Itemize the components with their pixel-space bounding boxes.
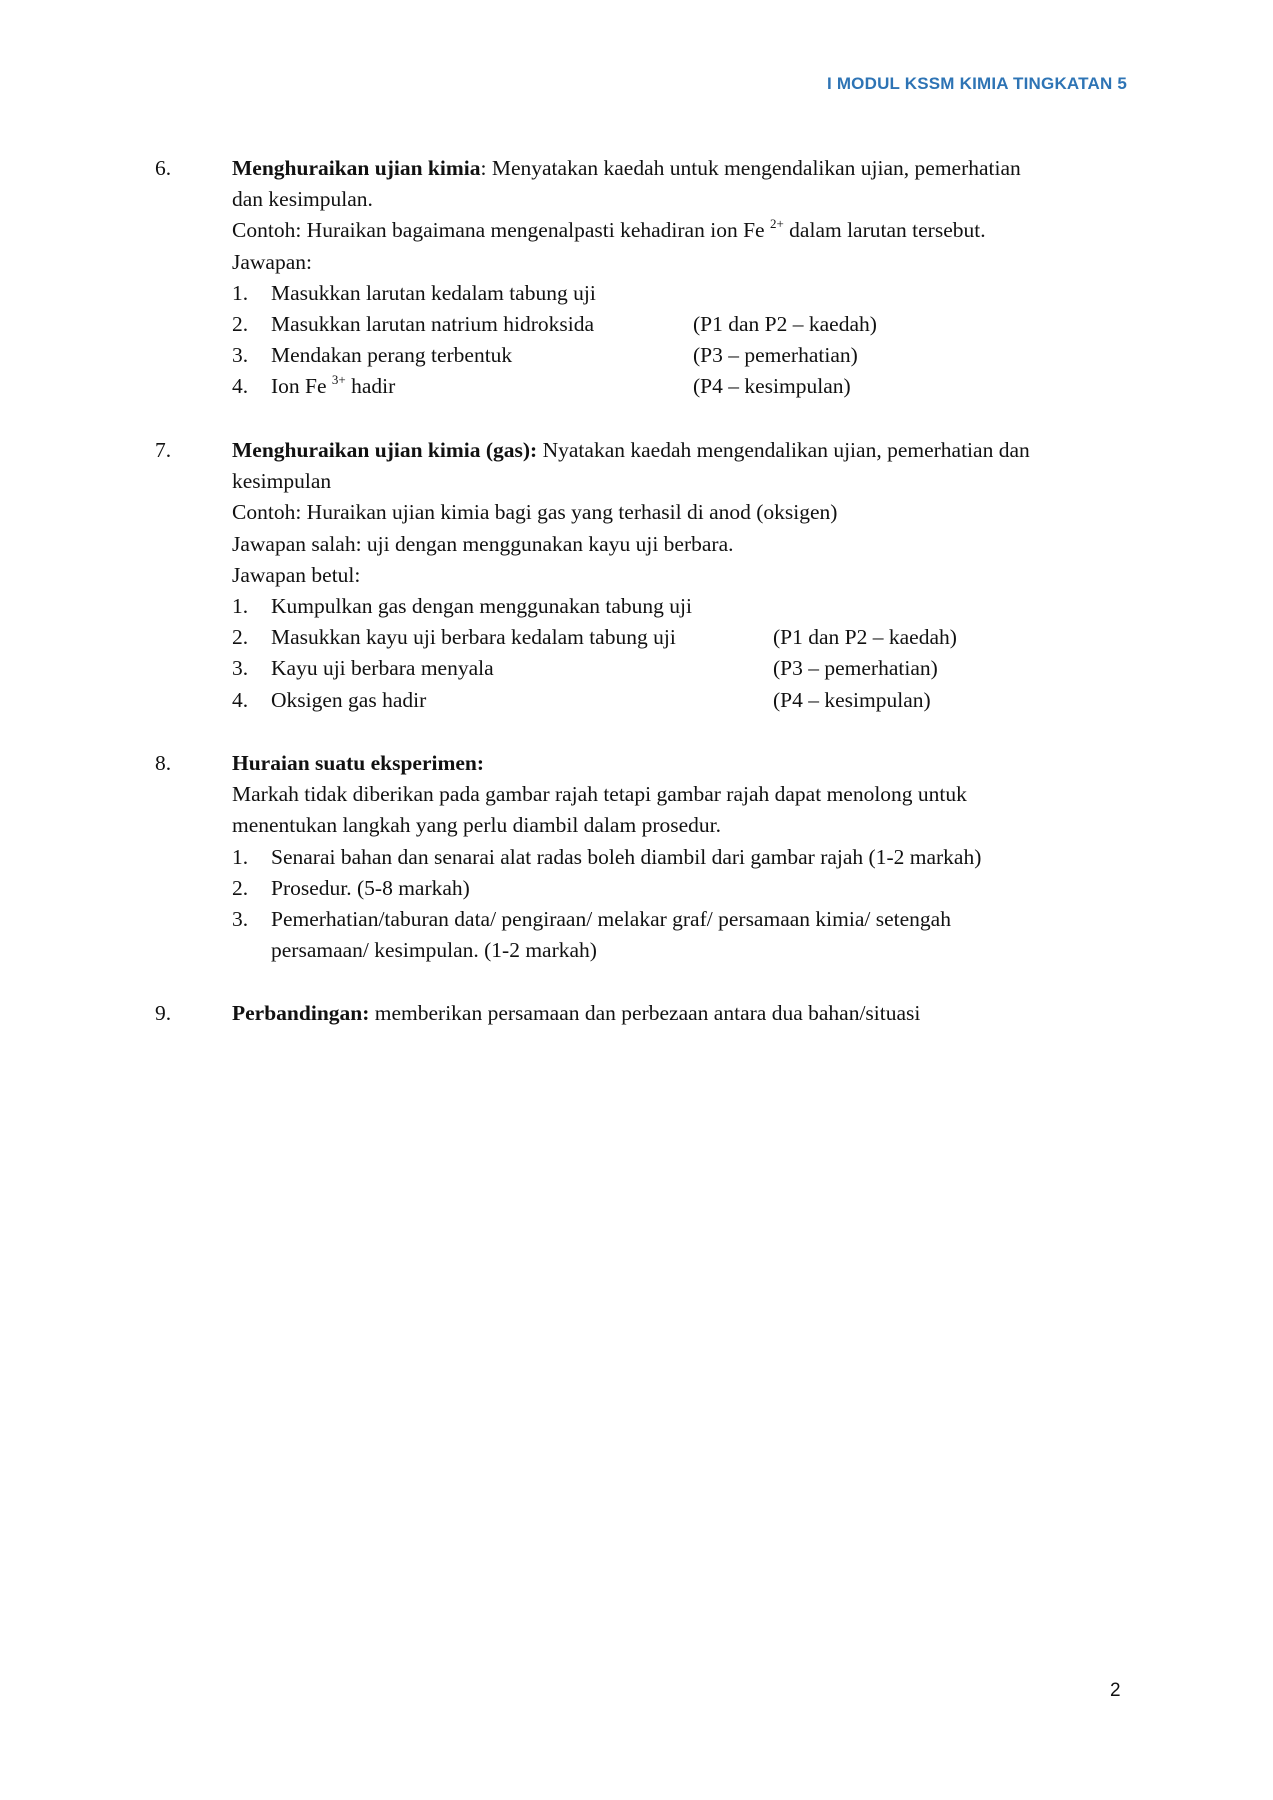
example-text-end: dalam larutan tersebut. [783, 218, 986, 243]
list-item-number: 2. [232, 311, 249, 336]
list-item-text: Prosedur. (5-8 markah) [271, 875, 470, 900]
section-number: 6. [155, 156, 172, 180]
example-text: Contoh: Huraikan bagaimana mengenalpasti kehadiran ion Fe [232, 218, 770, 243]
ion-charge: 2+ [769, 216, 784, 232]
list-item-text: Masukkan larutan kedalam tabung uji [271, 280, 596, 305]
list-item [232, 842, 1132, 873]
section-heading: Perbandingan: [232, 1001, 370, 1025]
list-item [232, 591, 1132, 622]
list-item [232, 685, 1132, 716]
section-body [232, 998, 1132, 1029]
page-header-title: I MODUL KSSM KIMIA TINGKATAN 5 [826, 74, 1127, 93]
list-item-remark: (P4 – kesimpulan) [693, 374, 851, 399]
list-item-continuation [232, 935, 1132, 966]
section-number: 8. [155, 751, 172, 775]
section-heading-line [232, 998, 1132, 1029]
section-number: 7. [155, 438, 172, 462]
list-item-text-continuation: persamaan/ kesimpulan. (1-2 markah) [271, 938, 597, 963]
list-item-number: 4. [232, 687, 249, 712]
section-heading-line [232, 435, 1132, 466]
list-item [232, 278, 1132, 309]
section-heading-text: memberikan persamaan dan perbezaan antara dua bahan/situasi [369, 1001, 921, 1025]
section-body [232, 748, 1132, 966]
list-item [232, 371, 1132, 402]
answer-label: Jawapan: [232, 249, 312, 274]
list-item-remark: (P3 – pemerhatian) [773, 656, 938, 681]
section-heading: Menghuraikan ujian kimia [232, 156, 481, 180]
example-line: Contoh: Huraikan ujian kimia bagi gas yang terhasil di anod (oksigen) [232, 500, 838, 525]
section-heading-continuation: kesimpulan [232, 469, 332, 494]
list-item [232, 622, 1132, 653]
list-item-remark: (P4 – kesimpulan) [773, 687, 931, 712]
section-body [232, 153, 1132, 403]
list-item-text [271, 371, 395, 402]
example-line [232, 215, 1132, 246]
paragraph-line: menentukan langkah yang perlu diambil dalam prosedur. [232, 813, 721, 838]
list-item-number: 1. [232, 844, 249, 869]
section-number: 9. [155, 1001, 172, 1025]
section-body [232, 435, 1132, 716]
section-heading: Menghuraikan ujian kimia (gas): [232, 438, 538, 462]
list-item-text-end: hadir [345, 374, 396, 399]
list-item-text-start: Ion Fe [271, 374, 332, 399]
list-item [232, 873, 1132, 904]
section-heading-text: Nyatakan kaedah mengendalikan ujian, pemerhatian dan [537, 438, 1030, 462]
list-item-number: 1. [232, 593, 249, 618]
section-heading-line [232, 748, 1132, 779]
list-item-text: Kumpulkan gas dengan menggunakan tabung uji [271, 593, 692, 618]
section-heading-text: : Menyatakan kaedah untuk mengendalikan ujian, pemerhatian [480, 156, 1021, 180]
list-item-text: Senarai bahan dan senarai alat radas boleh diambil dari gambar rajah (1-2 markah) [271, 844, 982, 869]
section-heading-continuation: dan kesimpulan. [232, 187, 373, 212]
list-item-text: Mendakan perang terbentuk [271, 343, 513, 368]
list-item-number: 2. [232, 625, 249, 650]
list-item-remark: (P1 dan P2 – kaedah) [773, 625, 957, 650]
list-item-number: 3. [232, 343, 249, 368]
list-item [232, 653, 1132, 684]
list-item-number: 3. [232, 656, 249, 681]
list-item [232, 309, 1132, 340]
list-item-remark: (P1 dan P2 – kaedah) [693, 311, 877, 336]
list-item-text: Masukkan kayu uji berbara kedalam tabung uji [271, 625, 676, 650]
list-item-number: 2. [232, 875, 249, 900]
list-item-remark: (P3 – pemerhatian) [693, 343, 858, 368]
list-item-number: 1. [232, 280, 249, 305]
answer-label: Jawapan betul: [232, 562, 361, 587]
list-item-text: Pemerhatian/taburan data/ pengiraan/ melakar graf/ persamaan kimia/ setengah [271, 906, 951, 931]
section-heading-line [232, 153, 1132, 184]
paragraph-line: Markah tidak diberikan pada gambar rajah tetapi gambar rajah dapat menolong untuk [232, 782, 967, 807]
list-item-text: Oksigen gas hadir [271, 687, 427, 712]
page-number: 2 [1110, 1680, 1121, 1701]
list-item-text: Masukkan larutan natrium hidroksida [271, 311, 595, 336]
wrong-answer-line: Jawapan salah: uji dengan menggunakan kayu uji berbara. [232, 531, 734, 556]
ion-charge: 3+ [331, 372, 346, 388]
list-item [232, 904, 1132, 935]
list-item-number: 3. [232, 906, 249, 931]
list-item [232, 340, 1132, 371]
list-item-number: 4. [232, 374, 249, 399]
section-heading: Huraian suatu eksperimen: [232, 751, 485, 775]
list-item-text: Kayu uji berbara menyala [271, 656, 494, 681]
